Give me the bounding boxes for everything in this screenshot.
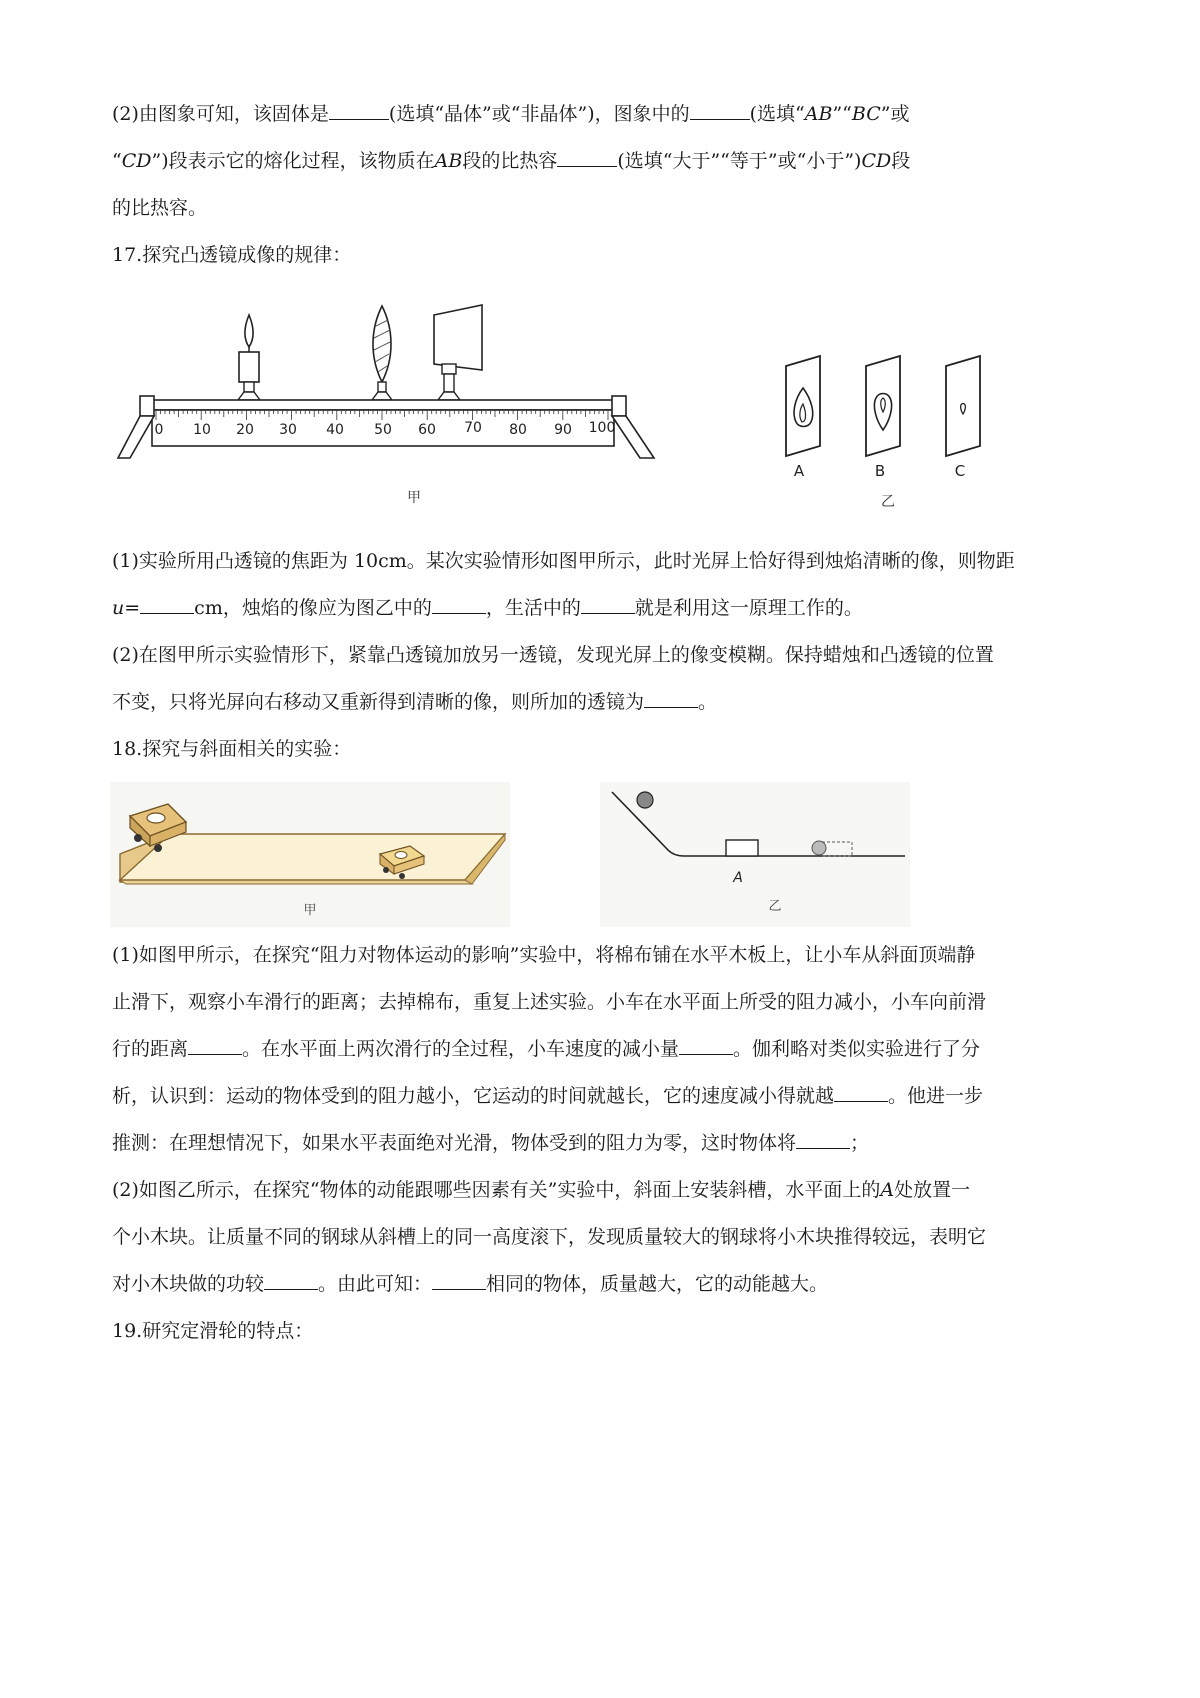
text: (选填“晶体”或“非晶体”)，图象中的	[388, 103, 690, 125]
text: 对小木块做的功较	[112, 1273, 265, 1295]
figure-caption: 甲	[303, 903, 317, 918]
q17-title	[112, 232, 1102, 279]
segment-label: BC	[851, 103, 881, 125]
answer-blank[interactable]	[432, 1269, 486, 1290]
ruler-tick-label: 50	[374, 422, 392, 438]
text: 不变，只将光屏向右移动又重新得到清晰的像，则所加的透镜为	[112, 691, 645, 713]
answer-blank[interactable]	[644, 687, 698, 708]
text: (2)在图甲所示实验情形下，紧靠凸透镜加放另一透镜，发现光屏上的像变模糊。保持蜡烛和凸透镜的位置	[112, 644, 994, 666]
candle-icon	[238, 315, 260, 400]
option-label: B	[874, 462, 886, 480]
image-option-a	[786, 356, 820, 480]
text: ；	[850, 1132, 870, 1154]
q16-line3	[112, 185, 1102, 232]
image-option-c	[946, 356, 980, 480]
q17-part1	[112, 538, 1102, 632]
text: 。在水平面上两次滑行的全过程，小车速度的减小量	[242, 1038, 680, 1060]
convex-lens-icon	[372, 306, 392, 400]
small-inverted-flame-icon	[961, 404, 966, 415]
text: (2)由图象可知，该固体是	[112, 103, 329, 125]
question-title: 18.探究与斜面相关的实验：	[112, 738, 352, 760]
text: ”“	[832, 103, 852, 125]
text: (1)实验所用凸透镜的焦距为 10cm。某次实验情形如图甲所示，此时光屏上恰好得到烛焰清晰的像，则物距	[112, 550, 1015, 572]
light-screen-icon	[434, 305, 482, 400]
text: 处放置一	[894, 1179, 971, 1201]
text: 。伽利略对类似实验进行了分	[733, 1038, 981, 1060]
option-label: A	[793, 462, 805, 480]
segment-label: AB	[804, 103, 833, 125]
image-option-b	[866, 356, 900, 480]
ruler-tick-label: 30	[279, 422, 297, 438]
ruler-tick-label: 100	[588, 420, 616, 436]
steel-ball-icon	[637, 792, 653, 808]
answer-blank[interactable]	[679, 1034, 733, 1055]
answer-blank[interactable]	[557, 146, 617, 167]
text: 个小木块。让质量不同的钢球从斜槽上的同一高度滚下，发现质量较大的钢球将小木块推得较远，表明它	[112, 1226, 987, 1248]
text: 的比热容。	[112, 197, 208, 219]
q16-part2	[112, 91, 1102, 232]
question-title: 17.探究凸透镜成像的规律：	[112, 244, 352, 266]
text: 段	[891, 150, 911, 172]
text: =	[124, 597, 141, 619]
text: ”或	[880, 103, 910, 125]
text: 。	[698, 691, 718, 713]
ruler-tick-label: 40	[326, 422, 344, 438]
q18-part2	[112, 1167, 1102, 1308]
text: cm，烛焰的像应为图乙中的	[194, 597, 432, 619]
text: (选填“大于”“等于”或“小于”)	[617, 150, 862, 172]
ruler-tick-label: 60	[418, 422, 436, 438]
ramp-cart-figure	[110, 782, 510, 927]
ruler-tick-label: 0	[154, 422, 164, 438]
q17-part2	[112, 632, 1102, 726]
text: “	[112, 150, 122, 172]
segment-label: AB	[434, 150, 463, 172]
q18-title	[112, 726, 1102, 773]
answer-blank[interactable]	[690, 99, 750, 120]
q18-part1	[112, 932, 1102, 1167]
answer-blank[interactable]	[432, 593, 486, 614]
q16-line1	[112, 91, 1102, 138]
optical-bench-figure	[112, 300, 692, 520]
ruler-tick-label: 90	[554, 422, 572, 438]
ball-slope-figure	[600, 782, 910, 927]
text: 析，认识到：运动的物体受到的阻力越小，它运动的时间就越长，它的速度减小得就越	[112, 1085, 835, 1107]
text: 。由此可知：	[318, 1273, 433, 1295]
question-title: 19.研究定滑轮的特点：	[112, 1320, 314, 1342]
point-a-label: A	[733, 870, 743, 886]
answer-blank[interactable]	[264, 1269, 318, 1290]
text: 止滑下，观察小车滑行的距离；去掉棉布，重复上述实验。小车在水平面上所受的阻力减小，小车向前滑	[112, 991, 987, 1013]
text: ”)段表示它的熔化过程，该物质在	[151, 150, 435, 172]
text: (2)如图乙所示，在探究“物体的动能跟哪些因素有关”实验中，斜面上安装斜槽，水平面上的	[112, 1179, 881, 1201]
text: 相同的物体，质量越大，它的动能越大。	[486, 1273, 829, 1295]
text: 推测：在理想情况下，如果水平表面绝对光滑，物体受到的阻力为零，这时物体将	[112, 1132, 797, 1154]
figure-caption: 乙	[768, 899, 782, 914]
option-label: C	[954, 462, 966, 480]
segment-label: CD	[861, 150, 892, 172]
figure-caption: 乙	[881, 494, 895, 510]
variable-u: u	[112, 597, 125, 619]
ruler-tick-label: 70	[464, 420, 482, 436]
ruler-tick-label: 20	[236, 422, 254, 438]
answer-blank[interactable]	[329, 99, 389, 120]
text: (1)如图甲所示，在探究“阻力对物体运动的影响”实验中，将棉布铺在水平木板上，让小车从斜面顶端静	[112, 944, 976, 966]
ruler-tick-label: 80	[509, 422, 527, 438]
ruler-tick-label: 10	[193, 422, 211, 438]
figure-caption: 甲	[407, 490, 421, 506]
image-options-figure	[780, 348, 1010, 518]
segment-label: CD	[121, 150, 152, 172]
wooden-block-icon	[726, 840, 758, 856]
text: 就是利用这一原理工作的。	[634, 597, 863, 619]
q19-title	[112, 1308, 1102, 1355]
answer-blank[interactable]	[796, 1128, 850, 1149]
answer-blank[interactable]	[581, 593, 635, 614]
point-a-ref: A	[880, 1179, 895, 1201]
text: 段的比热容	[462, 150, 558, 172]
answer-blank[interactable]	[188, 1034, 242, 1055]
text: (选填“	[749, 103, 805, 125]
text: 。他进一步	[888, 1085, 984, 1107]
text: 行的距离	[112, 1038, 189, 1060]
q16-line2	[112, 138, 1102, 185]
text: ，生活中的	[485, 597, 581, 619]
answer-blank[interactable]	[140, 593, 194, 614]
answer-blank[interactable]	[834, 1081, 888, 1102]
